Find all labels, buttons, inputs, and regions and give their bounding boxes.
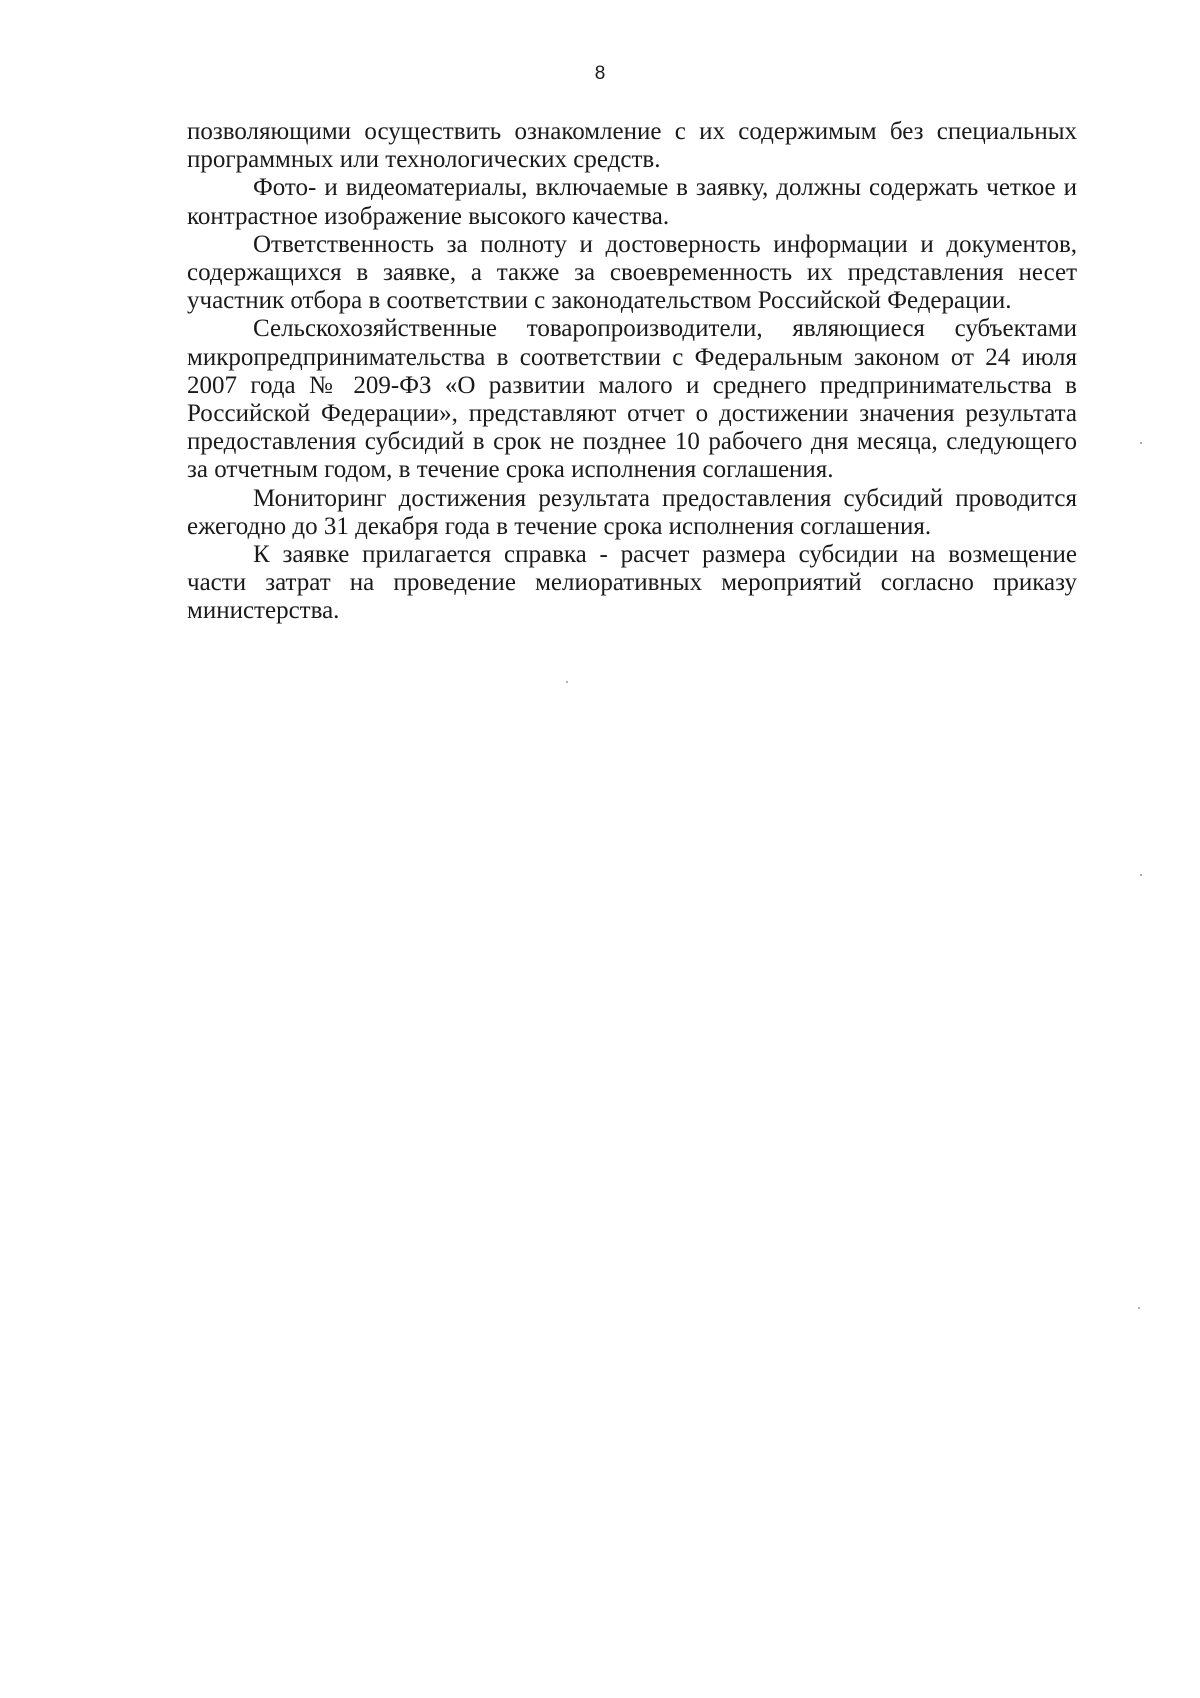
paragraph-attachment: К заявке прилагается справка - расчет размера субсидии на возмещение части затрат на проведение мелиоративных мероприятий согласно приказу министерства. (187, 541, 1077, 625)
paragraph-responsibility: Ответственность за полноту и достоверность информации и документов, содержащихся в заявке, а также за своевременность их представления несет участник отбора в соответствии с законодательством Российской Федерации. (187, 230, 1077, 315)
paragraph-monitoring: Мониторинг достижения результата предоставления субсидий проводится ежегодно до 31 декабря года в течение срока исполнения соглашения. (187, 484, 1077, 540)
paragraph-continuation: позволяющими осуществить ознакомление с их содержимым без специальных программных или технологических средств. (187, 118, 1077, 174)
document-body (187, 118, 1077, 626)
paragraph-photo-video: Фото- и видеоматериалы, включаемые в заявку, должны содержать четкое и контрастное изображение высокого качества. (187, 174, 1077, 230)
scan-speck (566, 681, 568, 683)
scan-speck (1140, 874, 1142, 876)
paragraph-report: Сельскохозяйственные товаропроизводители, являющиеся субъектами микропредпринимательства в соответствии с Федеральным законом от 24 июля 2007 года № 209-ФЗ «О развитии малого и среднего предпринимательства в Российской Федерации», представляют отчет о достижении значения результата предоставления субсидий в срок не позднее 10 рабочего дня месяца, следующего за отчетным годом, в течение срока исполнения соглашения. (187, 315, 1077, 484)
page-number: 8 (594, 63, 606, 84)
scan-speck (1138, 1307, 1140, 1309)
scan-speck (1140, 442, 1142, 444)
